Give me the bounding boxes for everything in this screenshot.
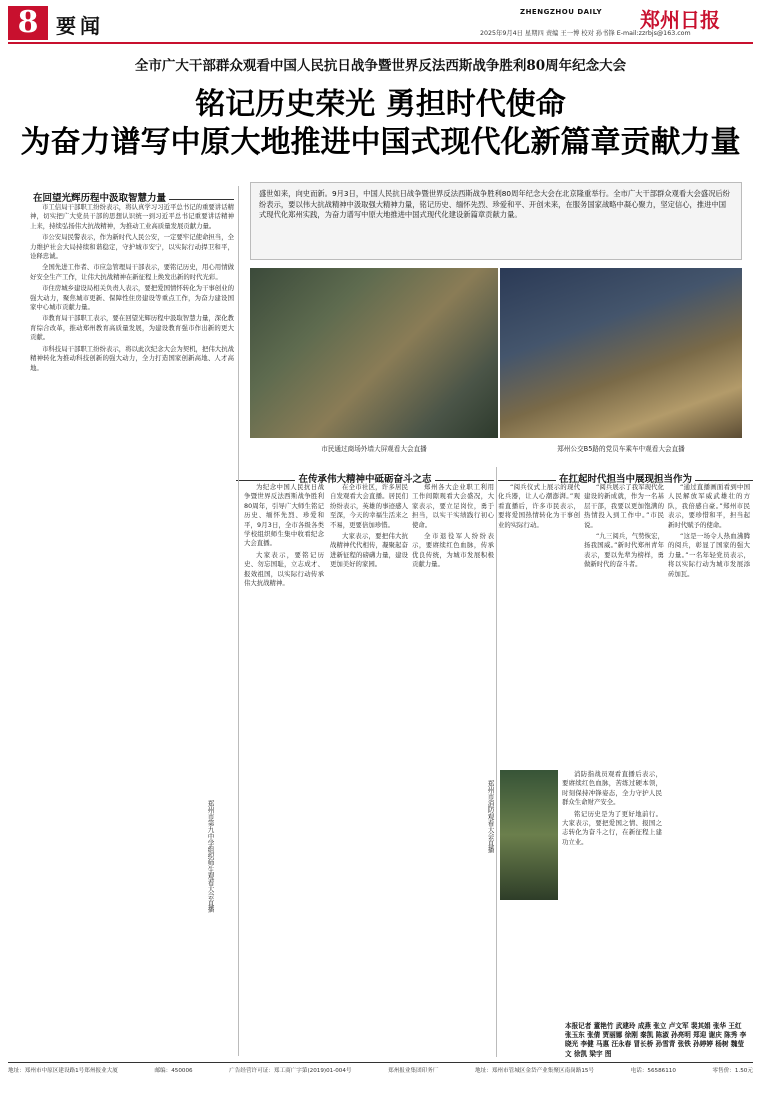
vertical-caption-a: 郑州市第九中学组织师生观看大会直播 (206, 800, 214, 913)
footer-printer: 郑州报业集团印务厂 (388, 1068, 439, 1074)
kicker-headline: 全市广大干部群众观看中国人民抗日战争暨世界反法西斯战争胜利80周年纪念大会 (134, 58, 627, 74)
vertical-caption-b: 郑州市消防观看大会直播 (486, 780, 494, 853)
paragraph: 市科技局干部职工纷纷表示，将以此次纪念大会为契机，把伟大抗战精神转化为推动科技创新的强大动力，全力打造国家创新高地、人才高地。 (30, 344, 234, 372)
footer-rule (8, 1062, 753, 1063)
dateline: 2025年9月4日 星期四 责编 王一博 校对 孙书锋 E-mail:zzrbjs@163.com (480, 30, 691, 37)
paragraph: “阅兵仪式上展示的现代化兵器，让人心潮澎湃。”观看直播后，许多市民表示，要将爱国热情转化为干事创业的实际行动。 (498, 483, 580, 529)
photo-bus-passengers (500, 268, 742, 438)
paper-name-en: ZHENGZHOU DAILY (520, 8, 603, 16)
paragraph: 市工信局干部职工纷纷表示，将认真学习习近平总书记的重要讲话精神，切实把广大党员干部的思想认识统一到习近平总书记重要讲话精神上来，持续弘扬伟大抗战精神，为推动工业高质量发展贡献力量。 (30, 203, 234, 230)
article-column-left (30, 203, 234, 1055)
paper-logo: 郑州日报 (640, 8, 720, 32)
paragraph: 在全市社区，许多居民自发观看大会直播。居民们纷纷表示，英雄的事迹感人至深，今天的幸福生活来之不易，更要倍加珍惜。 (330, 483, 408, 529)
section-header-left-label: 在回望光辉历程中汲取智慧力量 (30, 190, 169, 204)
article-column-middle-1 (244, 483, 324, 1053)
main-headline-line1: 铭记历史荣光 勇担时代使命 (195, 87, 566, 122)
footer-price: 零售价：1.50元 (712, 1068, 753, 1074)
main-headline-line2: 为奋力谱写中原大地推进中国式现代化新篇章贡献力量 (20, 125, 741, 160)
paragraph: “阅兵展示了我军现代化建设的新成就，作为一名基层干部，我要以更加饱满的热情投入到工作中。”市民说。 (584, 483, 664, 529)
column-divider (496, 467, 497, 1057)
paragraph: “这是一场令人热血沸腾的阅兵，彰显了国家的强大力量。”一名年轻党员表示，将以实际行动为城市发展添砖加瓦。 (668, 532, 750, 578)
paragraph: 为纪念中国人民抗日战争暨世界反法西斯战争胜利80周年，引导广大师生铭记历史、缅怀先烈、珍爱和平，9月3日，全市各级各类学校组织师生集中收看纪念大会直播。 (244, 483, 324, 548)
paragraph: 大家表示，要把伟大抗战精神代代相传，凝聚起奋进新征程的磅礴力量，建设更加美好的家园。 (330, 532, 408, 569)
section-header-right-label: 在扛起时代担当中展现担当作为 (556, 471, 695, 485)
photo-big-screen-crowd (250, 268, 498, 438)
article-column-right-2 (584, 483, 664, 1013)
paragraph: “通过直播画面看到中国人民解放军威武雄壮的方队，我倍感自豪。”郑州市民表示，要珍惜和平，担当起新时代赋予的使命。 (668, 483, 750, 529)
footer (8, 1066, 753, 1074)
paragraph: 大家表示，要铭记历史、勿忘国耻，立志成才、报效祖国，以实际行动传承伟大抗战精神。 (244, 550, 324, 588)
section-title: 要闻 (56, 14, 104, 38)
article-column-right-1 (498, 483, 580, 763)
article-column-middle-2 (330, 483, 408, 1053)
paragraph: 郑州各大企业职工利用工作间隙观看大会盛况，大家表示，要立足岗位，勇于担当，以实干实绩践行初心使命。 (412, 483, 494, 529)
paragraph: “九三阅兵，气势恢宏，扬我国威。”新时代郑州青年表示，要以先辈为榜样，勇做新时代的奋斗者。 (584, 532, 664, 569)
reporter-credits: 本报记者 董艳竹 武建玲 成燕 张立 卢文军 裴其娟 张华 王红 张玉东 张倩 贾丽娜 徐刚 秦凯 陈淑 孙亮明 郑迎 谢庆 陈秀 李晓光 李健 马惠 汪永春 冒长桥 孙雪青 张铁 孙婷婷 杨树 魏莹 文 徐凯 梁宇 图 (565, 1022, 747, 1058)
paragraph: 全市退役军人纷纷表示，要赓续红色血脉，传承优良传统，为城市发展积极贡献力量。 (412, 532, 494, 569)
photo-caption-b: 郑州公交B5路的党员车乘车中观看大会直播 (557, 445, 685, 453)
paragraph: 市教育局干部职工表示，要在回望光辉历程中汲取智慧力量，深化教育综合改革，推动郑州教育高质量发展，为建设教育强市作出新的更大贡献。 (30, 314, 234, 342)
footer-printer-address: 地址：郑州市管城区金岱产业集聚区南岗路15号 (475, 1068, 595, 1074)
photo-caption-a: 市民通过商场外墙大屏观看大会直播 (321, 445, 427, 453)
footer-postcode: 邮编：450006 (154, 1068, 193, 1074)
paragraph: 铭记历史是为了更好地前行。大家表示，要把爱国之情、报国之志转化为奋斗之行，在新征程上建功立业。 (562, 809, 662, 846)
section-header-right (498, 467, 753, 485)
photo-firefighters (500, 770, 558, 900)
lead-paragraph: 盛世如来，向史而新。9月3日，中国人民抗日战争暨世界反法西斯战争胜利80周年纪念大会在北京隆重举行。全市广大干部群众观看大会盛况后纷纷表示，要以伟大抗战精神中汲取强大精神力量，铭记历史、缅怀先烈、珍爱和平、开创未来，在服务国家战略中凝心聚力，坚定信心，推进中国式现代化郑州实践，为奋力谱写中原大地推进中国式现代化建设新篇章贡献力量。 (250, 182, 742, 260)
footer-address: 地址：郑州市中原区建设路1号郑州报业大厦 (8, 1068, 118, 1074)
paragraph: 市住房城乡建设局相关负责人表示，要把爱国情怀转化为干事创业的强大动力，聚焦城市更新、保障性住房建设等重点工作，为奋力建设国家中心城市贡献力量。 (30, 284, 234, 312)
column-divider (238, 186, 239, 1056)
paragraph: 市公安局民警表示，作为新时代人民公安，一定要牢记使命担当，全力维护社会大局持续和谐稳定，守护城市安宁，以实际行动捍卫和平，诠释忠诚。 (30, 233, 234, 261)
header-rule (8, 42, 753, 44)
page-number: 8 (8, 6, 48, 40)
article-column-middle-3 (412, 483, 494, 1053)
section-header-left (30, 186, 234, 204)
paragraph: 消防指战员观看直播后表示，要赓续红色血脉，苦练过硬本领，时刻保持冲锋姿态，全力守护人民群众生命财产安全。 (562, 770, 662, 807)
section-header-middle (236, 467, 494, 485)
article-column-right-3 (668, 483, 750, 1013)
footer-license: 广告经营许可证：郑工商广字第(2019)01-004号 (229, 1068, 352, 1074)
section-header-middle-label: 在传承伟大精神中砥砺奋斗之志 (295, 471, 434, 485)
paragraph: 全国先进工作者、市应急管理局干部表示，要铭记历史，用心用情做好安全生产工作，让伟大抗战精神在新征程上焕发出新的时代光彩。 (30, 263, 234, 281)
footer-phone: 电话：56586110 (630, 1068, 676, 1074)
